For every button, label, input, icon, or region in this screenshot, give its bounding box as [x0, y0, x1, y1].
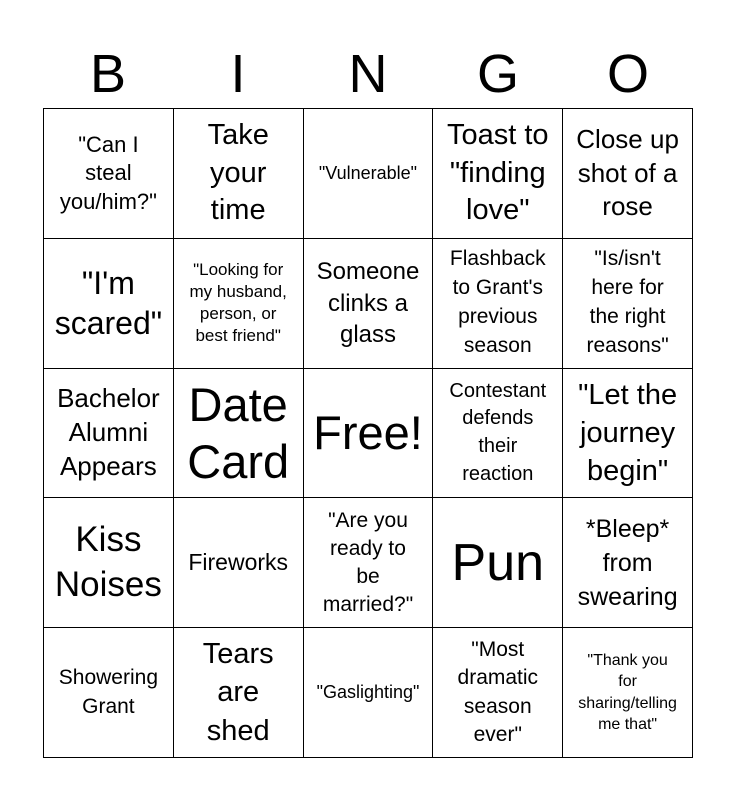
bingo-cell[interactable] — [44, 628, 174, 758]
bingo-cell[interactable] — [44, 109, 174, 239]
cell-text: "I'm scared" — [54, 264, 163, 342]
header-letter-i: I — [230, 44, 246, 104]
cell-text: Showering Grant — [58, 665, 159, 718]
cell-text: "Gaslighting" — [316, 681, 420, 702]
cell-text: *Bleep* from swearing — [577, 514, 678, 611]
cell-text: "Most dramatic season ever" — [457, 638, 539, 746]
cell-text: "Let the journey begin" — [578, 378, 678, 488]
bingo-cell[interactable] — [304, 498, 434, 628]
cell-text: Take your time — [207, 118, 269, 227]
bingo-cell[interactable] — [44, 498, 174, 628]
header-letter-o: O — [606, 44, 649, 104]
bingo-cell[interactable] — [433, 498, 563, 628]
bingo-cell[interactable] — [304, 369, 434, 499]
bingo-header — [43, 40, 693, 108]
bingo-cell[interactable] — [563, 369, 693, 499]
bingo-cell[interactable] — [174, 498, 304, 628]
bingo-cell[interactable] — [174, 369, 304, 499]
cell-text: Someone clinks a glass — [316, 258, 420, 348]
bingo-cell[interactable] — [304, 628, 434, 758]
bingo-cell[interactable] — [174, 628, 304, 758]
bingo-cell[interactable] — [563, 239, 693, 369]
bingo-cell[interactable] — [563, 628, 693, 758]
cell-text: Close up shot of a rose — [576, 123, 679, 222]
bingo-cell[interactable] — [174, 239, 304, 369]
bingo-cell[interactable] — [44, 239, 174, 369]
cell-text: Flashback to Grant's previous season — [449, 247, 546, 358]
cell-text: Fireworks — [188, 548, 289, 575]
cell-text: Toast to "finding love" — [447, 118, 549, 227]
bingo-cell[interactable] — [304, 239, 434, 369]
cell-text: Date Card — [187, 377, 290, 488]
bingo-cell[interactable] — [44, 369, 174, 499]
bingo-cell[interactable] — [433, 109, 563, 239]
cell-text: Kiss Noises — [54, 519, 162, 604]
bingo-board — [43, 108, 693, 758]
header-letter-n: N — [348, 44, 388, 104]
cell-text: "Vulnerable" — [318, 162, 418, 183]
cell-text: "Can I steal you/him?" — [59, 131, 157, 214]
header-letter-b: B — [89, 44, 127, 104]
bingo-cell[interactable] — [433, 239, 563, 369]
cell-text: Bachelor Alumni Appears — [57, 383, 160, 481]
bingo-cell[interactable] — [433, 628, 563, 758]
cell-text: "Looking for my husband, person, or best friend" — [189, 260, 287, 346]
header-letter-g: G — [476, 44, 519, 104]
cell-text: Pun — [451, 533, 545, 592]
cell-text: "Is/isn't here for the right reasons" — [586, 247, 669, 358]
cell-text: Free! — [313, 405, 423, 459]
bingo-cell[interactable] — [563, 109, 693, 239]
bingo-cell[interactable] — [563, 498, 693, 628]
bingo-cell[interactable] — [433, 369, 563, 499]
cell-text: Tears are shed — [202, 638, 274, 747]
bingo-cell[interactable] — [174, 109, 304, 239]
cell-text: "Are you ready to be married?" — [322, 508, 414, 616]
cell-text: Contestant defends their reaction — [449, 379, 547, 485]
cell-text: "Thank you for sharing/telling me that" — [578, 651, 677, 734]
bingo-cell[interactable] — [304, 109, 434, 239]
